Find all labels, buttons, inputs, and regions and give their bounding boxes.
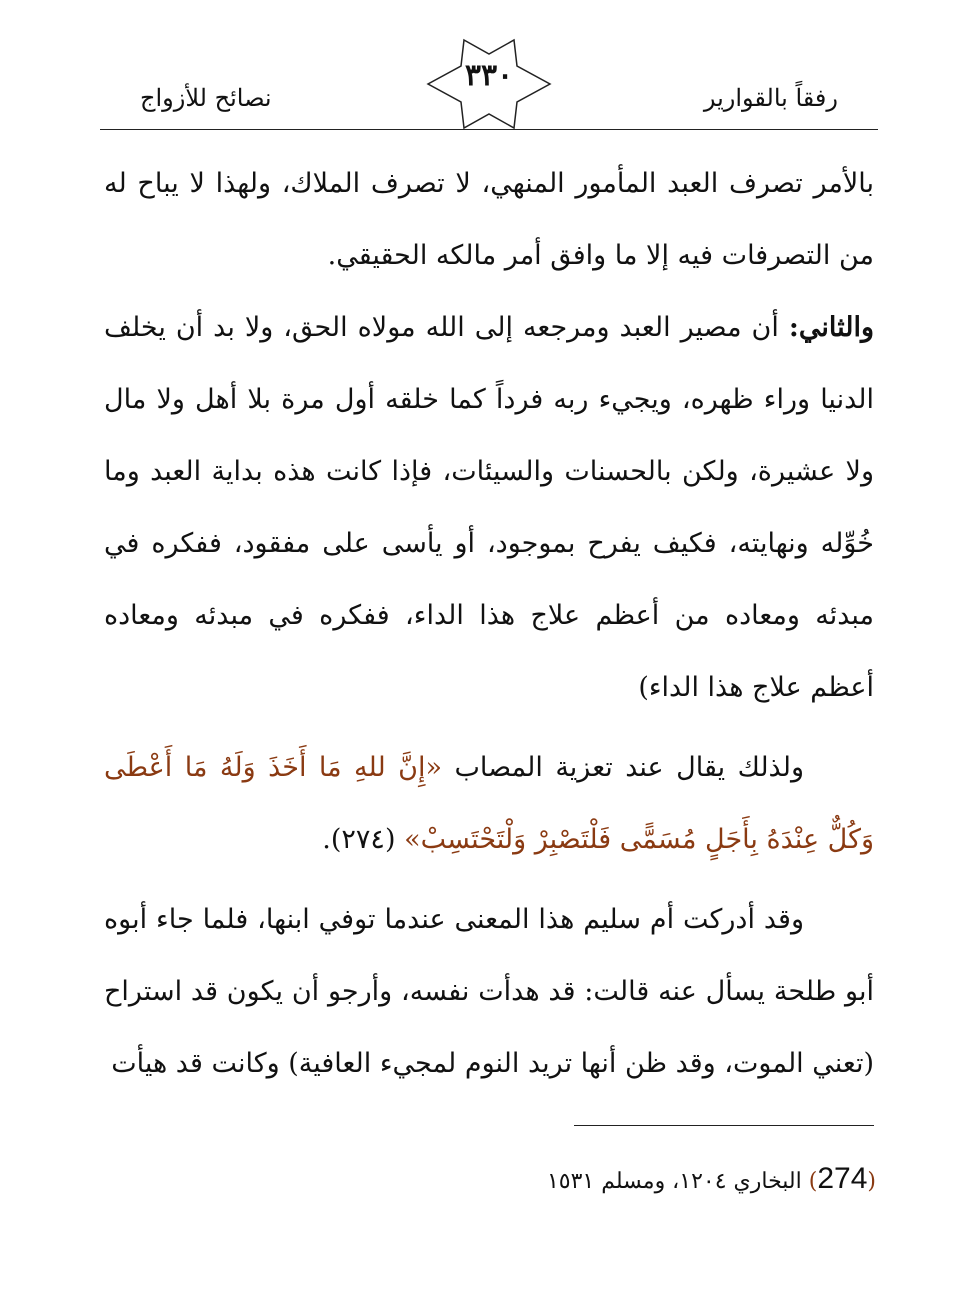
footnote-open-paren: ( bbox=[867, 1169, 876, 1194]
footnote bbox=[547, 1162, 876, 1196]
paragraph-2 bbox=[104, 292, 874, 724]
chapter-title: نصائح للأزواج bbox=[140, 84, 272, 112]
paragraph-2-lead: والثاني: bbox=[788, 312, 874, 343]
footnote-close-paren: ) bbox=[808, 1169, 818, 1194]
footnote-number: 274 bbox=[817, 1162, 868, 1195]
paragraph-1: بالأمر تصرف العبد المأمور المنهي، لا تصرف الملاك، ولهذا لا يباح له من التصرفات فيه إلا ما وافق أمر مالكه الحقيقي. bbox=[104, 168, 874, 271]
page-number-badge bbox=[424, 36, 554, 132]
footnote-divider bbox=[574, 1125, 874, 1126]
paragraph-3-intro: ولذلك يقال عند تعزية المصاب bbox=[442, 752, 804, 783]
page-header bbox=[100, 30, 878, 130]
page-number: ٣٣٠ bbox=[464, 58, 514, 93]
hadith-quote: «إِنَّ للهِ مَا أَخَذَ وَلَهُ مَا أَعْطَى وَكُلٌّ عِنْدَهُ بِأَجَلٍ مُسَمًّى فَلْتَصْبِرْ وَلْتَحْتَسِبْ» bbox=[104, 752, 874, 855]
book-title: رفقاً بالقوارير bbox=[703, 84, 838, 112]
page-body bbox=[104, 148, 874, 1100]
paragraph-2-body: أن مصير العبد ومرجعه إلى الله مولاه الحق، ولا بد أن يخلف الدنيا وراء ظهره، ويجيء ربه فرداً كما خلقه أول مرة بلا أهل ولا مال ولا عشيرة، ولكن بالحسنات والسيئات، فإذا كانت هذه بداية العبد وما خُوِّله ونهايته، فكيف يفرح بموجود، أو يأسى على مفقود، ففكره في مبدئه ومعاده من أعظم علاج هذا الداء، ففكره في مبدئه ومعاده أعظم علاج هذا الداء) bbox=[104, 312, 874, 703]
footnote-text: البخاري ١٢٠٤، ومسلم ١٥٣١ bbox=[546, 1169, 809, 1194]
paragraph-3 bbox=[104, 732, 874, 876]
paragraph-4: وقد أدركت أم سليم هذا المعنى عندما توفي ابنها، فلما جاء أبوه أبو طلحة يسأل عنه قالت: قد هدأت نفسه، وأرجو أن يكون قد استراح (تعني الموت، وقد ظن أنها تريد النوم لمجيء العافية) وكانت قد هيأت bbox=[104, 904, 874, 1079]
header-divider bbox=[100, 129, 878, 130]
footnote-reference: (٢٧٤). bbox=[322, 824, 405, 855]
